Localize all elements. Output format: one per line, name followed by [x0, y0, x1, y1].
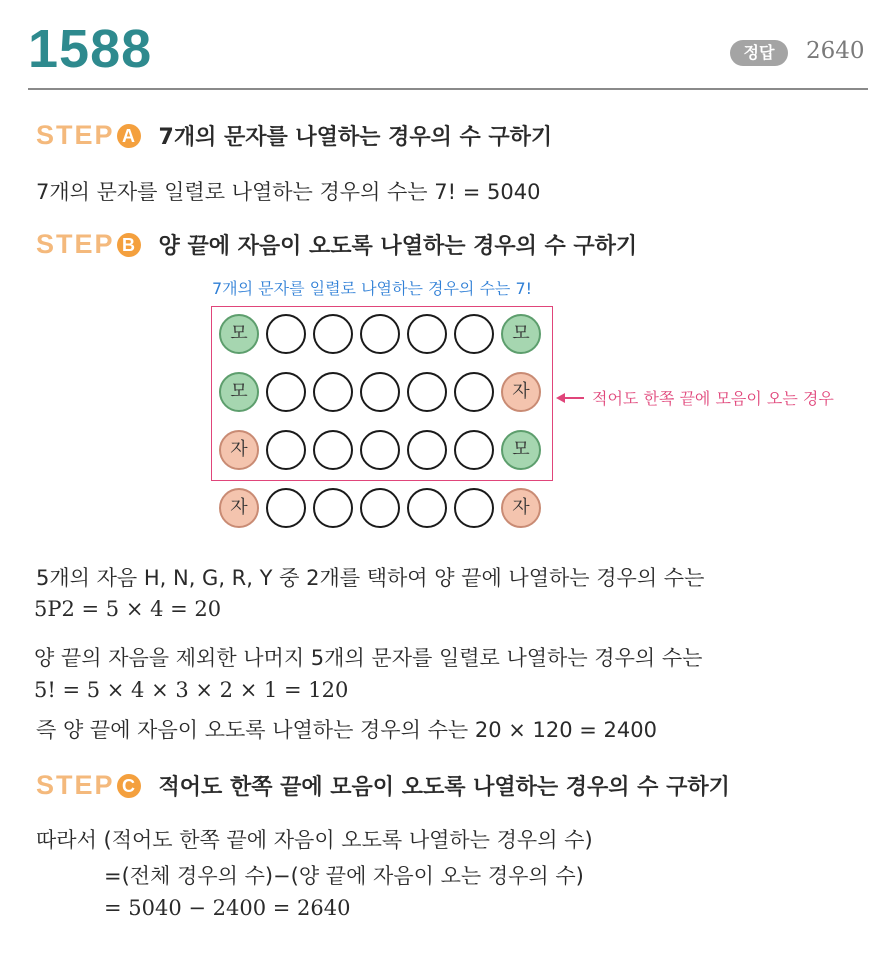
diagram-slot: [266, 488, 306, 528]
diagram-slot: [454, 372, 494, 412]
diagram-slot: [407, 430, 447, 470]
diagram-slot: [266, 430, 306, 470]
step-b-heading: [36, 229, 637, 260]
diagram-slot: [360, 314, 400, 354]
diagram-slot: [360, 430, 400, 470]
diagram-end-left-2: 모: [219, 372, 259, 412]
diagram-slot: [407, 488, 447, 528]
diagram-slot: [454, 430, 494, 470]
step-a-text: 7개의 문자를 일렬로 나열하는 경우의 수는 7! = 5040: [36, 180, 541, 204]
step-a-heading: [36, 120, 552, 151]
step-c-line-2: =(전체 경우의 수)−(양 끝에 자음이 오는 경우의 수): [104, 864, 584, 888]
diagram-end-right-2: 자: [501, 372, 541, 412]
diagram-slot: [454, 488, 494, 528]
step-a-title: 7개의 문자를 나열하는 경우의 수 구하기: [158, 125, 553, 150]
step-b-line-5: 즉 양 끝에 자음이 오도록 나열하는 경우의 수는 20 × 120 = 2400: [36, 718, 657, 742]
step-letter-c-icon: C: [117, 774, 141, 798]
arrow-left-icon: [556, 393, 565, 403]
diagram-slot: [313, 430, 353, 470]
answer-badge: 정답: [730, 40, 788, 66]
step-b-line-4: 5! = 5 × 4 × 3 × 2 × 1 = 120: [34, 678, 349, 702]
diagram-end-right-1: 모: [501, 314, 541, 354]
diagram-slot: [454, 314, 494, 354]
step-c-heading: [36, 770, 730, 801]
diagram-end-right-3: 모: [501, 430, 541, 470]
step-c-line-1: 따라서 (적어도 한쪽 끝에 자음이 오도록 나열하는 경우의 수): [36, 828, 593, 852]
diagram-caption-side: 적어도 한쪽 끝에 모음이 오는 경우: [592, 389, 834, 408]
step-label: STEP: [36, 770, 115, 800]
answer-value: 2640: [806, 38, 865, 64]
diagram-end-left-1: 모: [219, 314, 259, 354]
diagram-slot: [360, 488, 400, 528]
diagram-slot: [313, 488, 353, 528]
step-label: STEP: [36, 229, 115, 259]
step-letter-a-icon: A: [117, 124, 141, 148]
step-c-line-3: = 5040 − 2400 = 2640: [104, 896, 351, 920]
diagram-slot: [313, 372, 353, 412]
step-b-line-2: 5P2 = 5 × 4 = 20: [34, 597, 222, 621]
step-b-title: 양 끝에 자음이 오도록 나열하는 경우의 수 구하기: [158, 234, 638, 259]
header-divider: [28, 88, 868, 90]
diagram-slot: [266, 372, 306, 412]
diagram-slot: [266, 314, 306, 354]
diagram-end-left-4: 자: [219, 488, 259, 528]
step-b-line-3: 양 끝의 자음을 제외한 나머지 5개의 문자를 일렬로 나열하는 경우의 수는: [34, 646, 703, 670]
diagram-slot: [360, 372, 400, 412]
diagram-end-left-3: 자: [219, 430, 259, 470]
step-b-line-1: 5개의 자음 H, N, G, R, Y 중 2개를 택하여 양 끝에 나열하는 경우의 수는: [36, 566, 705, 590]
diagram-slot: [313, 314, 353, 354]
step-c-title: 적어도 한쪽 끝에 모음이 오도록 나열하는 경우의 수 구하기: [158, 775, 730, 800]
diagram-slot: [407, 314, 447, 354]
step-label: STEP: [36, 120, 115, 150]
step-letter-b-icon: B: [117, 233, 141, 257]
problem-number: 1588: [28, 19, 153, 79]
diagram-slot: [407, 372, 447, 412]
diagram-end-right-4: 자: [501, 488, 541, 528]
diagram-caption-top: 7개의 문자를 일렬로 나열하는 경우의 수는 7!: [212, 279, 533, 298]
